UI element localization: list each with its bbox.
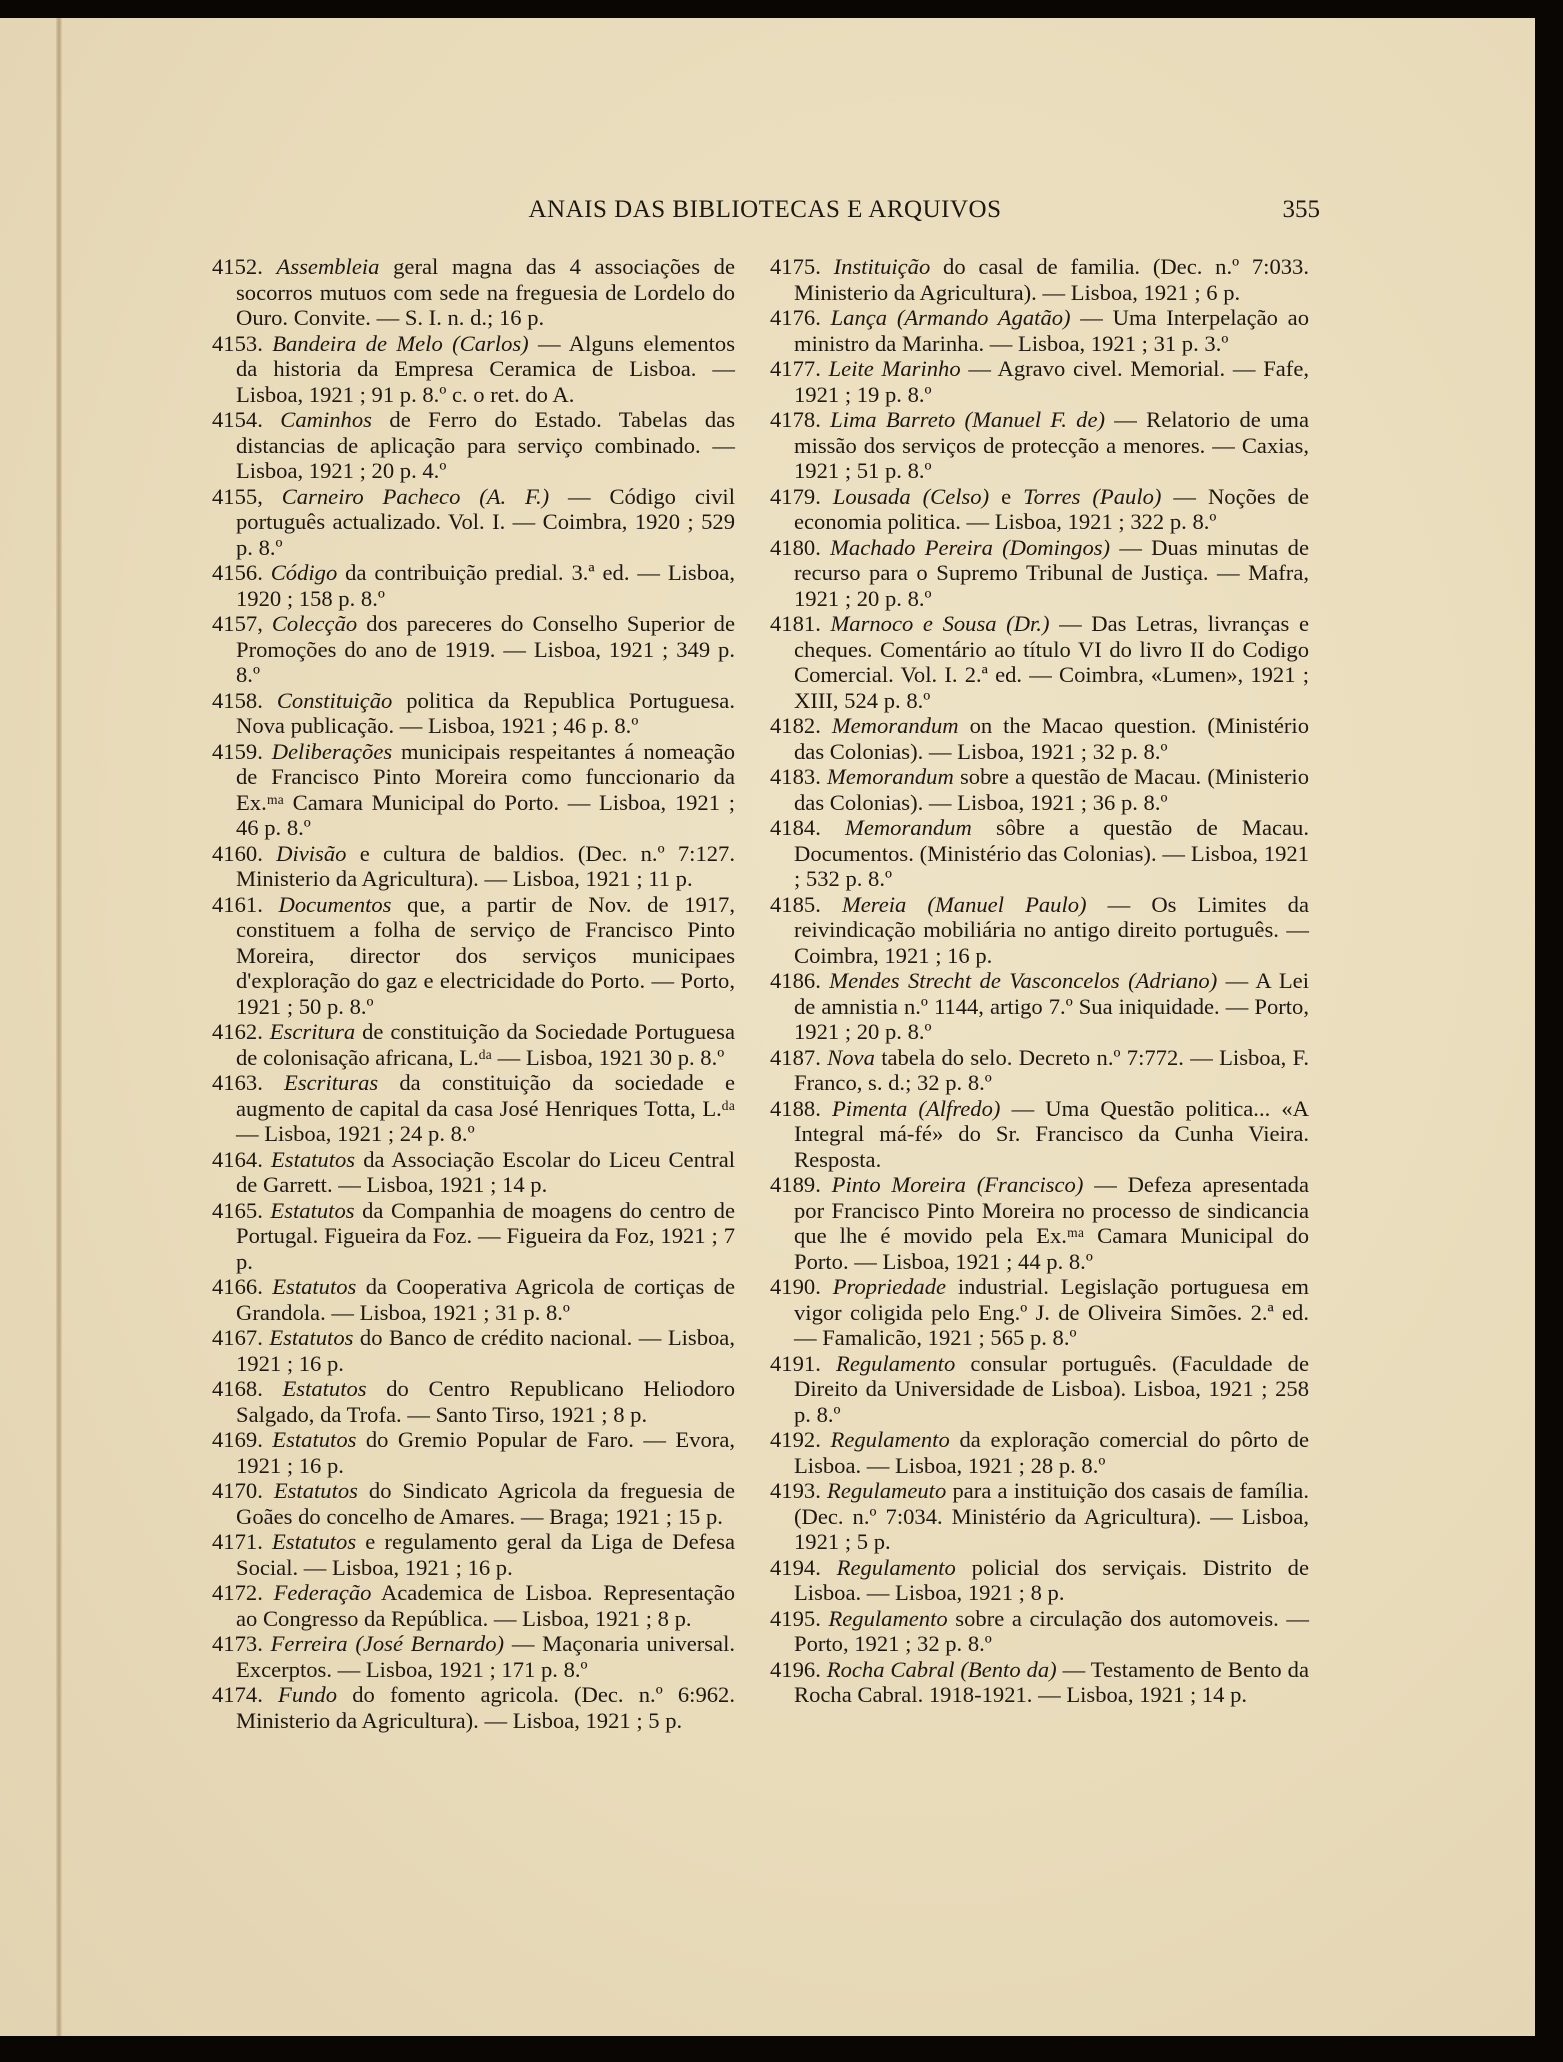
- entry-text: e regulamento geral da Liga de Defesa Social. — Lisboa, 1921 ; 16 p.: [236, 1529, 735, 1580]
- entry-title: Propriedade: [832, 1274, 947, 1299]
- entry-text: da Cooperativa Agricola de cortiças de Grandola. — Lisboa, 1921 ; 31 p. 8.º: [236, 1274, 735, 1325]
- entry-text-secondary: — Noções de economia politica. — Lisboa, 1921 ; 322 p. 8.º: [794, 483, 1309, 534]
- entry-title: Mereia (Manuel Paulo): [841, 891, 1087, 917]
- bibliography-entry: [212, 1580, 735, 1631]
- entry-text: politica da Republica Portuguesa. Nova publicação. — Lisboa, 1921 ; 46 p. 8.º: [236, 687, 735, 738]
- entry-title: Memorandum: [827, 764, 954, 789]
- page-header: [210, 196, 1320, 232]
- entry-text: — Duas minutas de recurso para o Supremo Tribunal de Justiça. — Mafra, 1921 ; 20 p. 8.º: [794, 534, 1309, 611]
- bibliography-entry: [770, 254, 1309, 305]
- entry-text: policial dos serviçais. Distrito de Lisboa. — Lisboa, 1921 ; 8 p.: [794, 1554, 1309, 1605]
- entry-title: Pimenta (Alfredo): [832, 1095, 1001, 1121]
- entry-text: da Associação Escolar do Liceu Central de Garrett. — Lisboa, 1921 ; 14 p.: [236, 1146, 735, 1197]
- entry-title: Lima Barreto (Manuel F. de): [830, 407, 1106, 432]
- entry-number: 4195.: [770, 1605, 821, 1631]
- bibliography-entry: [212, 1478, 735, 1529]
- entry-number: 4188.: [770, 1095, 821, 1121]
- bibliography-entry: [212, 688, 735, 739]
- entry-number: 4157,: [212, 611, 263, 636]
- entry-text: da contribuição predial. 3.ª ed. — Lisboa, 1920 ; 158 p. 8.º: [236, 560, 735, 611]
- entry-number: 4153.: [212, 330, 263, 356]
- page-number: 355: [1282, 196, 1320, 223]
- bibliography-entry: [770, 1096, 1309, 1173]
- entry-title-secondary: Torres (Paulo): [1023, 483, 1162, 509]
- scanned-page: [0, 18, 1535, 2036]
- entry-number: 4186.: [770, 968, 821, 993]
- entry-number: 4161.: [212, 891, 263, 917]
- entry-number: 4184.: [770, 815, 821, 840]
- entry-text: — Uma Questão politica... «A Integral má-fé» do Sr. Francisco da Cunha Vieira. Resposta.: [794, 1095, 1309, 1172]
- bibliography-entry: [770, 1606, 1309, 1657]
- entry-title: Instituição: [833, 254, 931, 279]
- entry-number: 4158.: [212, 687, 263, 713]
- entry-title: Memorandum: [831, 713, 959, 738]
- entry-text: da constituição da sociedade e augmento de capital da casa José Henriques Totta, L.ᵈᵃ — Lisboa, 1921 ; 24 p. 8.º: [236, 1070, 735, 1146]
- entry-text: do casal de familia. (Dec. n.º 7:033. Ministerio da Agricultura). — Lisboa, 1921 ; 6 p.: [794, 254, 1309, 305]
- entry-number: 4152.: [212, 254, 263, 279]
- bibliography-entry: [212, 407, 735, 484]
- entry-text: — Agravo civel. Memorial. — Fafe, 1921 ; 19 p. 8.º: [794, 356, 1310, 407]
- entry-title: Estatutos: [270, 1146, 356, 1172]
- entry-title: Estatutos: [272, 1427, 357, 1452]
- bibliography-entry: [770, 535, 1309, 612]
- entry-number: 4179.: [770, 483, 821, 509]
- entry-title: Regulameuto: [827, 1478, 947, 1503]
- entry-number: 4167.: [212, 1325, 263, 1350]
- entry-title: Memorandum: [845, 815, 972, 840]
- bibliography-entry: [212, 254, 735, 331]
- bibliography-entry: [212, 1325, 735, 1376]
- entry-title: Leite Marinho: [828, 356, 961, 381]
- entry-number: 4192.: [770, 1427, 821, 1452]
- entry-title: Regulamento: [836, 1350, 956, 1376]
- entry-number: 4154.: [212, 407, 263, 432]
- entry-title: Ferreira (José Bernardo): [270, 1631, 505, 1656]
- entry-text: — Relatorio de uma missão dos serviços de protecção a menores. — Caxias, 1921 ; 51 p. 8.º: [794, 407, 1309, 483]
- bibliography-entry: [770, 305, 1309, 356]
- entry-title: Federação: [273, 1580, 372, 1605]
- bibliography-entry: [770, 1274, 1309, 1351]
- entry-text: e: [989, 483, 1024, 509]
- entry-title: Divisão: [276, 840, 347, 866]
- entry-text: da exploração comercial do pôrto de Lisboa. — Lisboa, 1921 ; 28 p. 8.º: [794, 1427, 1309, 1478]
- binding-fold: [56, 18, 62, 2036]
- entry-title: Estatutos: [272, 1274, 357, 1299]
- bibliography-entry: [770, 764, 1309, 815]
- bibliography-entry: [212, 1376, 735, 1427]
- entry-title: Constituição: [276, 687, 393, 713]
- entry-text: industrial. Legislação portuguesa em vigor coligida pelo Eng.º J. de Oliveira Simões. 2.ª ed. — Famalicão, 1921 ; 565 p. 8.º: [794, 1274, 1309, 1350]
- entry-text: — Código civil português actualizado. Vol. I. — Coimbra, 1920 ; 529 p. 8.º: [236, 483, 735, 560]
- bibliography-entry: [212, 484, 735, 561]
- entry-text: — Defeza apresentada por Francisco Pinto Moreira no processo de sindicancia que lhe é movido pela Ex.ᵐᵃ Camara Municipal do Porto. — Lisboa, 1921 ; 44 p. 8.º: [794, 1172, 1310, 1274]
- entry-title: Mendes Strecht de Vasconcelos (Adriano): [829, 968, 1218, 993]
- entry-number: 4169.: [212, 1427, 263, 1452]
- bibliography-entry: [770, 1478, 1309, 1555]
- entry-text: da Companhia de moagens do centro de Portugal. Figueira da Foz. — Figueira da Foz, 1921 ; 7 p.: [236, 1197, 735, 1274]
- entry-text: municipais respeitantes á nomeação de Francisco Pinto Moreira como funccionario da Ex.ᵐᵃ Camara Municipal do Porto. — Lisboa, 1921 ; 46 p. 8.º: [236, 738, 735, 840]
- entry-number: 4194.: [770, 1554, 821, 1580]
- bibliography-entry: [770, 1172, 1309, 1274]
- entry-text: do Gremio Popular de Faro. — Evora, 1921 ; 16 p.: [236, 1427, 735, 1478]
- entry-title: Carneiro Pacheco (A. F.): [281, 483, 550, 509]
- entry-number: 4164.: [212, 1146, 263, 1172]
- entry-text: sôbre a questão de Macau. Documentos. (Ministério das Colonias). — Lisboa, 1921 ; 532 p. 8.º: [794, 815, 1310, 891]
- entry-number: 4170.: [212, 1478, 263, 1503]
- bibliography-entry: [770, 484, 1309, 535]
- entry-text: — A Lei de amnistia n.º 1144, artigo 7.º Sua iniquidade. — Porto, 1921 ; 20 p. 8.º: [794, 968, 1309, 1044]
- entry-number: 4177.: [770, 356, 821, 381]
- entry-number: 4181.: [770, 611, 821, 636]
- bibliography-entry: [212, 739, 735, 841]
- bibliography-entry: [212, 331, 735, 408]
- bibliography-entry: [212, 1631, 735, 1682]
- entry-text: do Sindicato Agricola da freguesia de Goães do concelho de Amares. — Braga; 1921 ; 15 p.: [236, 1478, 735, 1529]
- entry-number: 4178.: [770, 407, 821, 432]
- entry-number: 4172.: [212, 1580, 263, 1605]
- entry-text: — Alguns elementos da historia da Empresa Ceramica de Lisboa. — Lisboa, 1921 ; 91 p. 8.º c. o ret. do A.: [236, 330, 735, 407]
- bibliography-entry: [212, 1529, 735, 1580]
- entry-title: Colecção: [271, 611, 358, 636]
- entry-title: Estatutos: [270, 1197, 355, 1223]
- entry-title: Nova: [827, 1044, 875, 1070]
- entry-text: geral magna das 4 associações de socorros mutuos com sede na freguesia de Lordelo do Ouro. Convite. — S. I. n. d.; 16 p.: [236, 254, 735, 330]
- entry-text: sobre a questão de Macau. (Ministerio das Colonias). — Lisboa, 1921 ; 36 p. 8.º: [794, 764, 1309, 815]
- entry-number: 4189.: [770, 1172, 821, 1197]
- entry-number: 4180.: [770, 534, 821, 560]
- entry-text: de constituição da Sociedade Portuguesa de colonisação africana, L.ᵈᵃ — Lisboa, 1921 30 p. 8.º: [236, 1019, 735, 1070]
- entry-title: Documentos: [278, 891, 392, 917]
- entry-text: — Das Letras, livranças e cheques. Comentário ao título VI do livro II do Codigo Comercial. Vol. I. 2.ª ed. — Coimbra, «Lumen», 1921 ; XIII, 524 p. 8.º: [794, 611, 1309, 713]
- entry-number: 4190.: [770, 1274, 821, 1299]
- entry-title: Estatutos: [282, 1376, 367, 1401]
- left-column: [212, 254, 735, 1733]
- bibliography-entry: [212, 841, 735, 892]
- entry-number: 4176.: [770, 305, 821, 330]
- entry-text: — Maçonaria universal. Excerptos. — Lisboa, 1921 ; 171 p. 8.º: [236, 1631, 735, 1682]
- entry-title: Pinto Moreira (Francisco): [831, 1172, 1084, 1197]
- entry-number: 4174.: [212, 1682, 263, 1707]
- bibliography-entry: [770, 713, 1309, 764]
- bibliography-entry: [212, 1682, 735, 1733]
- bibliography-entry: [770, 892, 1309, 969]
- bibliography-entry: [770, 1427, 1309, 1478]
- entry-number: 4163.: [212, 1070, 263, 1095]
- bibliography-entry: [212, 560, 735, 611]
- bibliography-entry: [770, 1657, 1309, 1708]
- bibliography-entry: [770, 968, 1309, 1045]
- entry-text: sobre a circulação dos automoveis. — Porto, 1921 ; 32 p. 8.º: [794, 1605, 1309, 1656]
- entry-title: Lança (Armando Agatão): [830, 305, 1071, 330]
- entry-text: tabela do selo. Decreto n.º 7:772. — Lisboa, F. Franco, s. d.; 32 p. 8.º: [794, 1044, 1309, 1095]
- entry-text: consular português. (Faculdade de Direito da Universidade de Lisboa). Lisboa, 1921 ; 258 p. 8.º: [794, 1350, 1309, 1427]
- bibliography-entry: [770, 611, 1309, 713]
- entry-title: Marnoco e Sousa (Dr.): [830, 611, 1050, 636]
- entry-title: Regulamento: [828, 1605, 948, 1631]
- entry-text: que, a partir de Nov. de 1917, constituem a folha de serviço de Francisco Pinto Moreira, director dos serviços municipaes d'exploração do gaz e electricidade do Porto. — Porto, 1921 ; 50 p. 8.º: [236, 891, 736, 1019]
- bibliography-entry: [770, 407, 1309, 484]
- entry-title: Lousada (Celso): [832, 483, 990, 509]
- entry-text: de Ferro do Estado. Tabelas das distancias de aplicação para serviço combinado. — Lisboa, 1921 ; 20 p. 4.º: [236, 407, 735, 483]
- entry-number: 4173.: [212, 1631, 263, 1656]
- entry-text: do Centro Republicano Heliodoro Salgado, da Trofa. — Santo Tirso, 1921 ; 8 p.: [236, 1376, 736, 1427]
- right-column: [770, 254, 1309, 1708]
- entry-number: 4191.: [770, 1350, 821, 1376]
- entry-title: Código: [270, 560, 338, 585]
- entry-title: Regulamento: [830, 1427, 950, 1452]
- entry-number: 4187.: [770, 1044, 821, 1070]
- entry-title: Assembleia: [276, 254, 380, 279]
- entry-text: Academica de Lisboa. Representação ao Congresso da República. — Lisboa, 1921 ; 8 p.: [236, 1580, 735, 1631]
- entry-text: do Banco de crédito nacional. — Lisboa, 1921 ; 16 p.: [236, 1325, 735, 1376]
- entry-text: do fomento agricola. (Dec. n.º 6:962. Ministerio da Agricultura). — Lisboa, 1921 ; 5 p.: [236, 1682, 735, 1733]
- entry-title: Deliberações: [271, 738, 393, 764]
- entry-title: Caminhos: [280, 407, 372, 432]
- entry-number: 4182.: [770, 713, 821, 738]
- entry-title: Bandeira de Melo (Carlos): [272, 330, 529, 356]
- entry-number: 4160.: [212, 840, 263, 866]
- entry-text: para a instituição dos casais de família. (Dec. n.º 7:034. Ministério da Agricultura). — Lisboa, 1921 ; 5 p.: [794, 1478, 1309, 1554]
- entry-number: 4196.: [770, 1656, 821, 1682]
- bibliography-entry: [212, 1198, 735, 1275]
- entry-text: — Testamento de Bento da Rocha Cabral. 1918-1921. — Lisboa, 1921 ; 14 p.: [794, 1656, 1309, 1707]
- entry-title: Escritura: [269, 1019, 356, 1044]
- entry-title: Regulamento: [836, 1554, 956, 1580]
- entry-title: Fundo: [278, 1682, 338, 1707]
- entry-text: — Os Limites da reivindicação mobiliária no antigo direito português. — Coimbra, 1921 ; 16 p.: [794, 891, 1309, 968]
- entry-title: Estatutos: [269, 1325, 354, 1350]
- entry-text: e cultura de baldios. (Dec. n.º 7:127. Ministerio da Agricultura). — Lisboa, 1921 ; 11 p.: [236, 840, 735, 891]
- bibliography-entry: [770, 1555, 1309, 1606]
- bibliography-entry: [212, 1019, 735, 1070]
- entry-number: 4175.: [770, 254, 821, 279]
- entry-title: Estatutos: [273, 1478, 358, 1503]
- entry-title: Machado Pereira (Domingos): [830, 534, 1111, 560]
- bibliography-entry: [770, 1351, 1309, 1428]
- bibliography-entry: [770, 356, 1309, 407]
- entry-number: 4183.: [770, 764, 821, 789]
- bibliography-entry: [212, 1274, 735, 1325]
- bibliography-entry: [770, 1045, 1309, 1096]
- entry-text: on the Macao question. (Ministério das Colonias). — Lisboa, 1921 ; 32 p. 8.º: [794, 713, 1310, 764]
- bibliography-entry: [212, 892, 735, 1020]
- entry-number: 4165.: [212, 1197, 263, 1223]
- bibliography-entry: [212, 1070, 735, 1147]
- entry-number: 4162.: [212, 1019, 263, 1044]
- entry-number: 4156.: [212, 560, 263, 585]
- entry-text: — Uma Interpelação ao ministro da Marinha. — Lisboa, 1921 ; 31 p. 3.º: [794, 305, 1309, 356]
- entry-title: Estatutos: [272, 1529, 357, 1554]
- entry-title: Escrituras: [284, 1070, 379, 1095]
- entry-title: Rocha Cabral (Bento da): [826, 1656, 1057, 1682]
- bibliography-entry: [212, 1427, 735, 1478]
- entry-text: dos pareceres do Conselho Superior de Promoções do ano de 1919. — Lisboa, 1921 ; 349 p. 8.º: [236, 611, 735, 687]
- bibliography-entry: [212, 1147, 735, 1198]
- entry-number: 4166.: [212, 1274, 263, 1299]
- entry-number: 4185.: [770, 891, 821, 917]
- entry-number: 4155,: [212, 483, 263, 509]
- entry-number: 4193.: [770, 1478, 821, 1503]
- entry-number: 4171.: [212, 1529, 263, 1554]
- entry-number: 4159.: [212, 738, 263, 764]
- bibliography-entry: [770, 815, 1309, 892]
- entry-number: 4168.: [212, 1376, 263, 1401]
- bibliography-entry: [212, 611, 735, 688]
- running-title: ANAIS DAS BIBLIOTECAS E ARQUIVOS: [528, 196, 1002, 223]
